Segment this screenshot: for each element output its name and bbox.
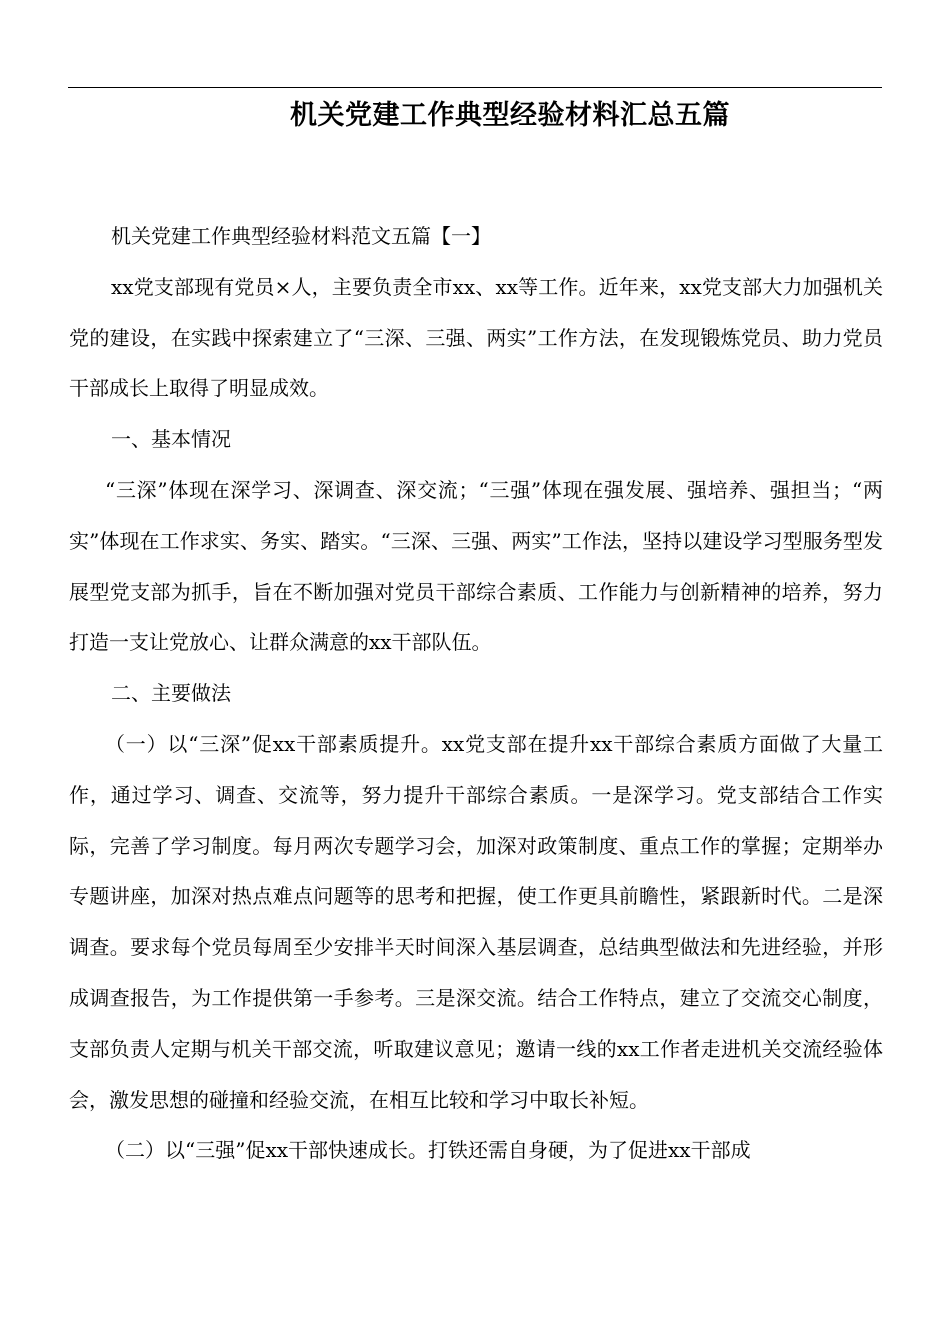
section-heading-article-1: 机关党建工作典型经验材料范文五篇【一】: [111, 224, 491, 248]
paragraph-practice-1: （一）以“三深”促xx干部素质提升。xx党支部在提升xx干部综合素质方面做了大量工作，通过学习、调查、交流等，努力提升干部综合素质。一是深学习。党支部结合工作实际，完善了学习制度。每月两次专题学习会，加深对政策制度、重点工作的掌握；定期举办专题讲座，加深对热点难点问题等的思考和把握，使工作更具前瞻性，紧跟新时代。二是深调查。要求每个党员每周至少安排半天时间深入基层调查，总结典型做法和先进经验，并形成调查报告，为工作提供第一手参考。三是深交流。结合工作特点，建立了交流交心制度，支部负责人定期与机关干部交流，听取建议意见；邀请一线的xx工作者走进机关交流经验体会，激发思想的碰撞和经验交流，在相互比较和学习中取长补短。: [69, 731, 883, 1112]
document-title: [0, 96, 930, 136]
section-heading-basic-situation: 一、基本情况: [111, 427, 231, 452]
header-rule: [68, 87, 882, 88]
paragraph-basic-situation: “三深”体现在深学习、深调查、深交流；“三强”体现在强发展、强培养、强担当；“两实”体现在工作求实、务实、踏实。“三深、三强、两实”工作法，坚持以建设学习型服务型发展型党支部为抓手，旨在不断加强对党员干部综合素质、工作能力与创新精神的培养，努力打造一支让党放心、让群众满意的xx干部队伍。: [69, 477, 883, 655]
paragraph-practice-2: （二）以“三强”促xx干部快速成长。打铁还需自身硬，为了促进xx干部成: [105, 1138, 751, 1163]
paragraph-intro: xx党支部现有党员×人，主要负责全市xx、xx等工作。近年来，xx党支部大力加强机关党的建设，在实践中探索建立了“三深、三强、两实”工作方法，在发现锻炼党员、助力党员干部成长上取得了明显成效。: [69, 274, 883, 401]
document-body: [69, 211, 883, 1176]
section-heading-main-practices: 二、主要做法: [111, 681, 231, 706]
document-title-text: 机关党建工作典型经验材料汇总五篇: [290, 100, 730, 131]
